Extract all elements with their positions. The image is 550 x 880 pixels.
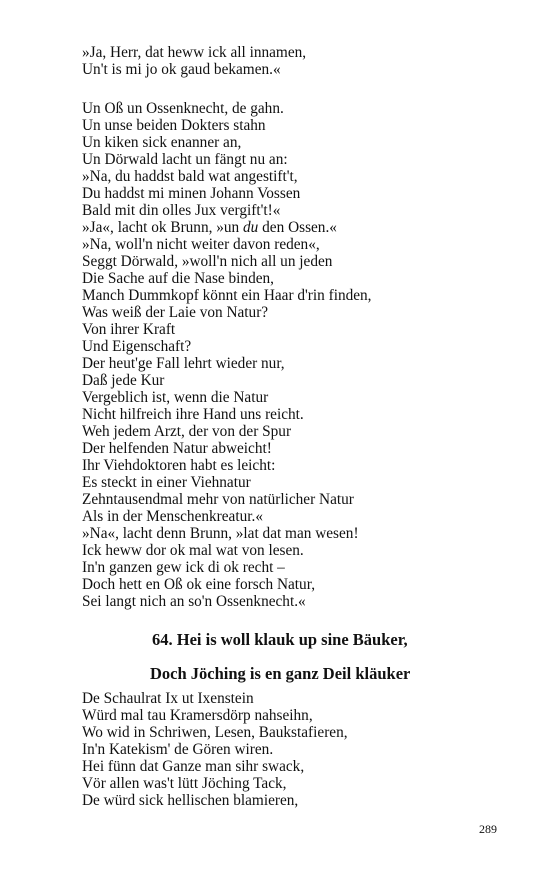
poem-line: Ick heww dor ok mal wat von lesen. (82, 542, 304, 559)
poem-line: Seggt Dörwald, »woll'n nich all un jeden (82, 253, 333, 270)
page-number: 289 (479, 822, 497, 836)
poem-line: Un Dörwald lacht un fängt nu an: (82, 151, 288, 168)
poem-line: Die Sache auf die Nase binden, (82, 270, 274, 287)
poem-line: Un Oß un Ossenknecht, de gahn. (82, 100, 284, 117)
poem-line: In'n Katekism' de Gören wiren. (82, 741, 274, 758)
poem-line: Es steckt in einer Viehnatur (82, 474, 251, 491)
poem-line: Was weiß der Laie von Natur? (82, 304, 269, 321)
poem-line: De würd sick hellischen blamieren, (82, 792, 299, 809)
section-heading: 64. Hei is woll klauk up sine Bäuker, (152, 630, 408, 649)
poem-line: Daß jede Kur (82, 372, 165, 389)
poem-line: Würd mal tau Kramersdörp nahseihn, (82, 707, 313, 724)
poem-line: Hei fünn dat Ganze man sihr swack, (82, 758, 305, 775)
poem-line: Un kiken sick enanner an, (82, 134, 242, 151)
poem-line: »Na, du haddst bald wat angestift't, (82, 168, 298, 185)
poem-line: Der heut'ge Fall lehrt wieder nur, (82, 355, 285, 372)
poem-stanza (82, 100, 372, 610)
poem-line: Nicht hilfreich ihre Hand uns reicht. (82, 406, 304, 423)
poem-line: Zehntausendmal mehr von natürlicher Natur (82, 491, 354, 508)
poem-line-end: den Ossen.« (258, 219, 337, 236)
poem-line: Weh jedem Arzt, der von der Spur (82, 423, 292, 440)
poem-line: Un unse beiden Dokters stahn (82, 117, 266, 134)
poem-line: »Ja, Herr, dat heww ick all innamen, (82, 44, 307, 61)
poem-line: Ihr Viehdoktoren habt es leicht: (82, 457, 276, 474)
poem-line: Un't is mi jo ok gaud bekamen.« (82, 61, 281, 78)
poem-line: Sei langt nich an so'n Ossenknecht.« (82, 593, 306, 610)
poem-line: Doch hett en Oß ok eine forsch Natur, (82, 576, 316, 593)
emphasized-word: du (243, 219, 259, 236)
poem-line: Vör allen was't lütt Jöching Tack, (82, 775, 287, 792)
poem-line: »Na, woll'n nicht weiter davon reden«, (82, 236, 320, 253)
poem-line: Du haddst mi minen Johann Vossen (82, 185, 301, 202)
poem-line: Bald mit din olles Jux vergift't!« (82, 202, 281, 219)
poem-line: Manch Dummkopf könnt ein Haar d'rin finden, (82, 287, 372, 304)
poem-line-start: »Ja«, lacht ok Brunn, »un (82, 219, 244, 236)
poem-stanza (82, 690, 348, 809)
poem-line: Vergeblich ist, wenn die Natur (82, 389, 269, 406)
poem-line: De Schaulrat Ix ut Ixenstein (82, 690, 254, 707)
poem-line: Wo wid in Schriwen, Lesen, Baukstafieren, (82, 724, 348, 741)
poem-line: »Na«, lacht denn Brunn, »lat dat man wesen! (82, 525, 359, 542)
poem-line (82, 219, 372, 236)
poem-line: Und Eigenschaft? (82, 338, 192, 355)
section-subheading: Doch Jöching is en ganz Deil kläuker (150, 664, 411, 683)
poem-line: Der helfenden Natur abweicht! (82, 440, 272, 457)
poem-line: Von ihrer Kraft (82, 321, 176, 338)
poem-line: In'n ganzen gew ick di ok recht – (82, 559, 285, 576)
poem-line: Als in der Menschenkreatur.« (82, 508, 263, 525)
poem-stanza (82, 44, 306, 78)
